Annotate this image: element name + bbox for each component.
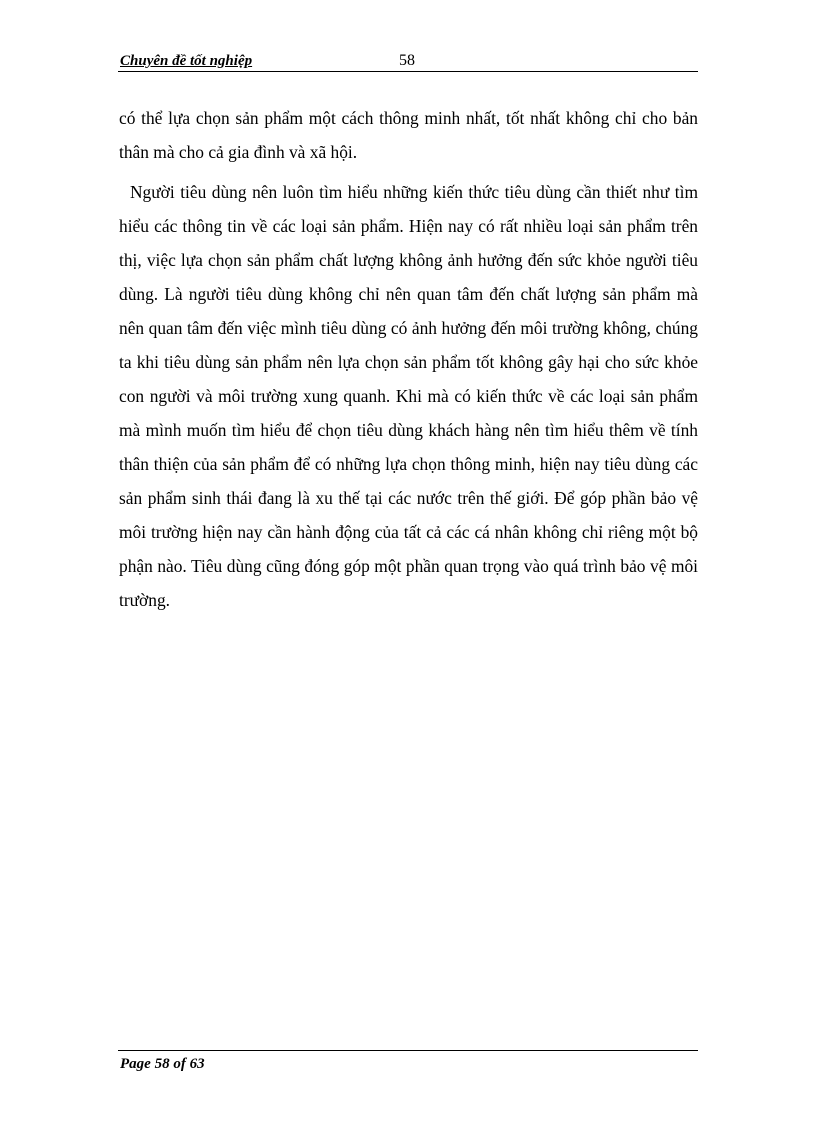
footer-page-label: Page 58 of 63 — [120, 1056, 205, 1072]
header-page-number: 58 — [399, 52, 415, 69]
page-footer — [118, 1050, 698, 1072]
page-header — [118, 52, 698, 72]
paragraph-1: có thể lựa chọn sản phẩm một cách thông minh nhất, tốt nhất không chỉ cho bản thân mà cho cả gia đình và xã hội. — [119, 108, 698, 162]
header-title: Chuyên đề tốt nghiệp — [120, 53, 253, 69]
paragraph-2: Người tiêu dùng nên luôn tìm hiểu những kiến thức tiêu dùng cần thiết như tìm hiểu các thông tin về các loại sản phẩm. Hiện nay có rất nhiều loại sản phẩm trên thị, việc lựa chọn sản phẩm chất lượng không ảnh hưởng đến sức khỏe người tiêu dùng. Là người tiêu dùng không chỉ nên quan tâm đến chất lượng sản phẩm mà nên quan tâm đến việc mình tiêu dùng có ảnh hưởng đến môi trường không, chúng ta khi tiêu dùng sản phẩm nên lựa chọn sản phẩm tốt không gây hại cho sức khỏe con người và môi trường xung quanh. Khi mà có kiến thức về các loại sản phẩm mà mình muốn tìm hiểu để chọn tiêu dùng khách hàng nên tìm hiểu thêm về tính thân thiện của sản phẩm để có những lựa chọn thông minh, hiện nay tiêu dùng các sản phẩm sinh thái đang là xu thế tại các nước trên thế giới. Để góp phần bảo vệ môi trường hiện nay cần hành động của tất cả các cá nhân không chỉ riêng một bộ phận nào. Tiêu dùng cũng đóng góp một phần quan trọng vào quá trình bảo vệ môi trường. — [119, 182, 698, 610]
body-text — [119, 101, 698, 617]
